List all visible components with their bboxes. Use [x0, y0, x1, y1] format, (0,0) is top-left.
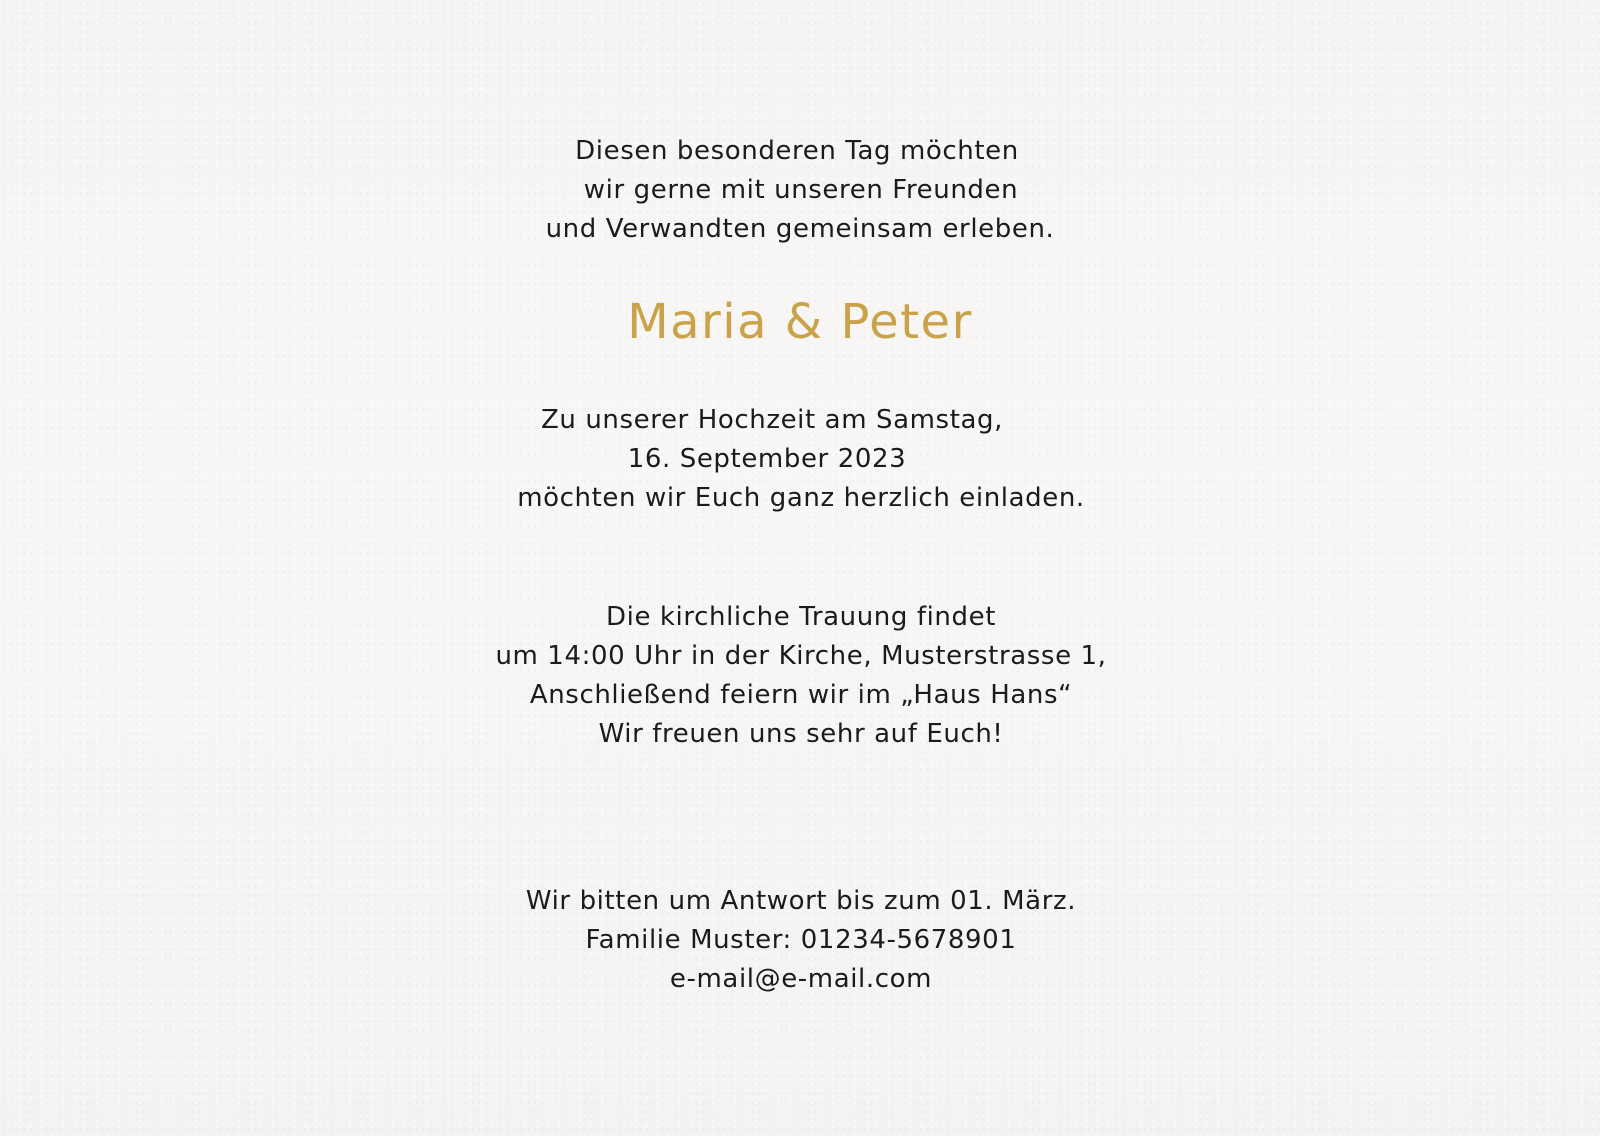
invitation-line-1: Zu unserer Hochzeit am Samstag,	[540, 405, 1003, 435]
ceremony-line-4: Wir freuen uns sehr auf Euch!	[598, 719, 1004, 749]
invitation-line-3: möchten wir Euch ganz herzlich einladen.	[517, 483, 1085, 513]
ceremony-line-1: Die kirchliche Trauung findet	[606, 602, 996, 632]
invitation-date: 16. September 2023	[627, 444, 907, 474]
rsvp-line-1: Wir bitten um Antwort bis zum 01. März.	[525, 886, 1077, 916]
couple-names: Maria & Peter	[627, 294, 973, 350]
rsvp-contact: Familie Muster: 01234-5678901	[585, 925, 1017, 955]
intro-line-2: wir gerne mit unseren Freunden	[583, 175, 1019, 205]
ceremony-line-2: um 14:00 Uhr in der Kirche, Musterstrasse 1,	[495, 641, 1107, 671]
rsvp-email: e-mail@e-mail.com	[669, 964, 933, 994]
ceremony-line-3: Anschließend feiern wir im „Haus Hans“	[529, 680, 1073, 710]
intro-line-3: und Verwandten gemeinsam erleben.	[545, 214, 1055, 244]
intro-line-1: Diesen besonderen Tag möchten	[575, 136, 1019, 166]
